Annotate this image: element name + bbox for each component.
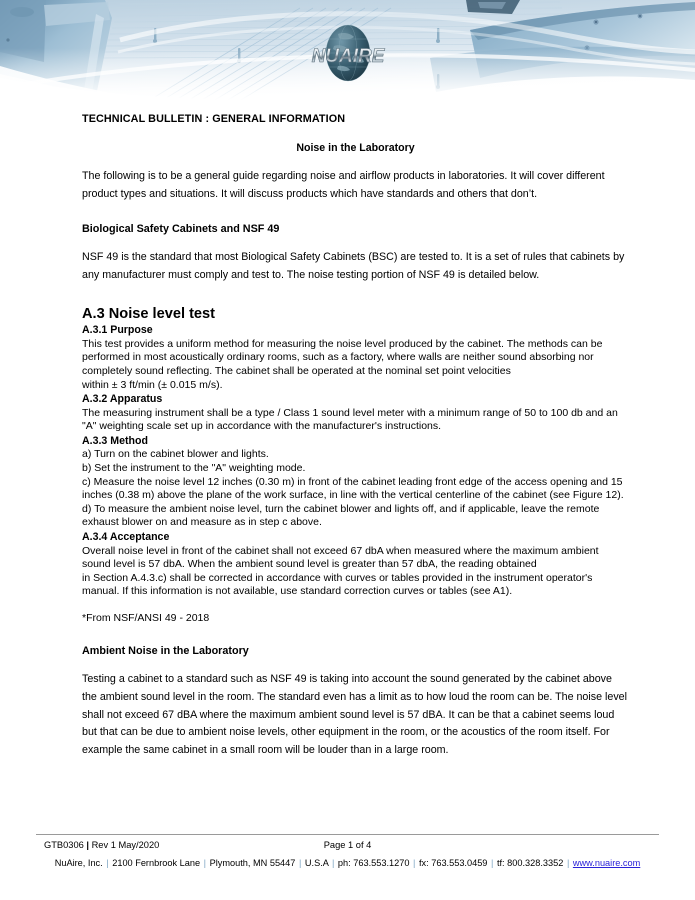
- nsf-method-d: d) To measure the ambient noise level, turn the cabinet blower and lights off, and if applicable, leave the remote exhaust blower on and measure as in step c above.: [82, 502, 600, 529]
- nsf-apparatus-heading: A.3.2 Apparatus: [82, 393, 163, 406]
- nuaire-logo: [308, 22, 388, 84]
- nsf-method-b: b) Set the instrument to the "A" weighting mode.: [82, 462, 306, 475]
- nsf-acceptance-body: Overall noise level in front of the cabinet shall not exceed 67 dbA when measured where the maximum ambient sound level is 57 dbA. When the ambient sound level is greater than 57 dbA, the reading obtained: [82, 544, 599, 571]
- footer-sep-1: |: [106, 858, 109, 868]
- footer-country: U.S.A: [304, 858, 329, 868]
- section-body-ambient: Testing a cabinet to a standard such as NSF 49 is taking into account the sound generated by the cabinet above the ambient sound level in the room. The standard even has a limit as to how loud the room can be. The noise level shall not exceed 67 dBA where the maximum ambient sound level is 57 dBA. It can be that a cabinet seems loud but that can be due to ambient noise levels, other equipment in the room, or the acoustics of the room itself. For example the same cabinet in a small room will be louder than in a large room.: [82, 673, 627, 756]
- footer-tollfree: tf: 800.328.3352: [496, 858, 564, 868]
- footer-page-number: Page 1 of 4: [323, 840, 372, 850]
- page-footer: [0, 834, 695, 868]
- nsf-method-c: c) Measure the noise level 12 inches (0.30 m) in front of the cabinet leading front edge of the access opening and 15 inches (0.38 m) above the plane of the work surface, in line with the vertical centerline of the cabinet (see Figure 12).: [82, 475, 624, 502]
- footer-separator: |: [86, 840, 89, 850]
- footer-sep-6: |: [491, 858, 494, 868]
- page-title: Noise in the Laboratory: [296, 142, 415, 154]
- footer-doc-number: GTB0306: [44, 840, 84, 850]
- nsf-heading: A.3 Noise level test: [82, 306, 216, 323]
- nsf-purpose-heading: A.3.1 Purpose: [82, 324, 153, 337]
- nsf-apparatus-body: The measuring instrument shall be a type / Class 1 sound level meter with a minimum range of 50 to 100 db and an "A" weighting scale set up in accordance with the manufacturer's instructions.: [82, 406, 618, 433]
- nsf-acceptance-heading: A.3.4 Acceptance: [82, 531, 170, 543]
- document-page: [0, 100, 695, 759]
- footer-fax: fx: 763.553.0459: [418, 858, 488, 868]
- logo-wordmark: NUAIRE: [311, 46, 385, 67]
- header-banner: [0, 0, 695, 100]
- footer-sep-4: |: [331, 858, 335, 868]
- nsf-acceptance-body-2: in Section A.4.3.c) shall be corrected in accordance with curves or tables provided in the instrument operator's manual. If this information is not available, use standard correction curves or tables (see A1).: [82, 571, 593, 598]
- footer-phone: ph: 763.553.1270: [337, 858, 410, 868]
- intro-paragraph: The following is to be a general guide regarding noise and airflow products in laboratories. It will cover different product types and situations. It will discuss products which have standards and others that don’t.: [82, 170, 605, 200]
- footer-contact-row: [0, 858, 695, 868]
- nsf-method-heading: A.3.3 Method: [82, 434, 148, 447]
- footer-sep-3: |: [298, 858, 302, 868]
- section-heading-bsc: Biological Safety Cabinets and NSF 49: [82, 223, 280, 236]
- section-heading-ambient: Ambient Noise in the Laboratory: [82, 645, 249, 658]
- nsf-purpose-body: This test provides a uniform method for measuring the noise level produced by the cabinet. The methods can be performed in most acoustically ordinary rooms, such as a factory, where walls are neither sound absorbing nor completely sound reflecting. The cabinet shall be operated at the nominal set point velocities: [82, 337, 603, 378]
- nsf-method-a: a) Turn on the cabinet blower and lights.: [82, 448, 269, 461]
- nsf-purpose-body-2: within ± 3 ft/min (± 0.015 m/s).: [82, 378, 223, 391]
- footer-address: 2100 Fernbrook Lane: [112, 858, 201, 868]
- globe-icon: [308, 22, 388, 84]
- footer-sep-5: |: [413, 858, 416, 868]
- nsf-excerpt-block: [82, 306, 629, 625]
- footer-sep-2: |: [203, 858, 207, 868]
- bulletin-header: TECHNICAL BULLETIN : GENERAL INFORMATION: [82, 113, 346, 125]
- footer-revision: Rev 1 May/2020: [91, 840, 160, 850]
- footer-city-state-zip: Plymouth, MN 55447: [209, 858, 296, 868]
- footer-top-row: [0, 840, 695, 854]
- footer-sep-7: |: [566, 858, 570, 868]
- section-body-bsc: NSF 49 is the standard that most Biological Safety Cabinets (BSC) are tested to. It is a set of rules that cabinets by any manufacturer must comply and test to. The noise testing portion of NSF 49 is detailed below.: [82, 251, 625, 281]
- nsf-source-note: *From NSF/ANSI 49 - 2018: [82, 611, 210, 624]
- footer-divider: [36, 834, 659, 835]
- footer-website-link[interactable]: www.nuaire.com: [572, 858, 641, 868]
- footer-company: NuAire, Inc.: [54, 858, 103, 868]
